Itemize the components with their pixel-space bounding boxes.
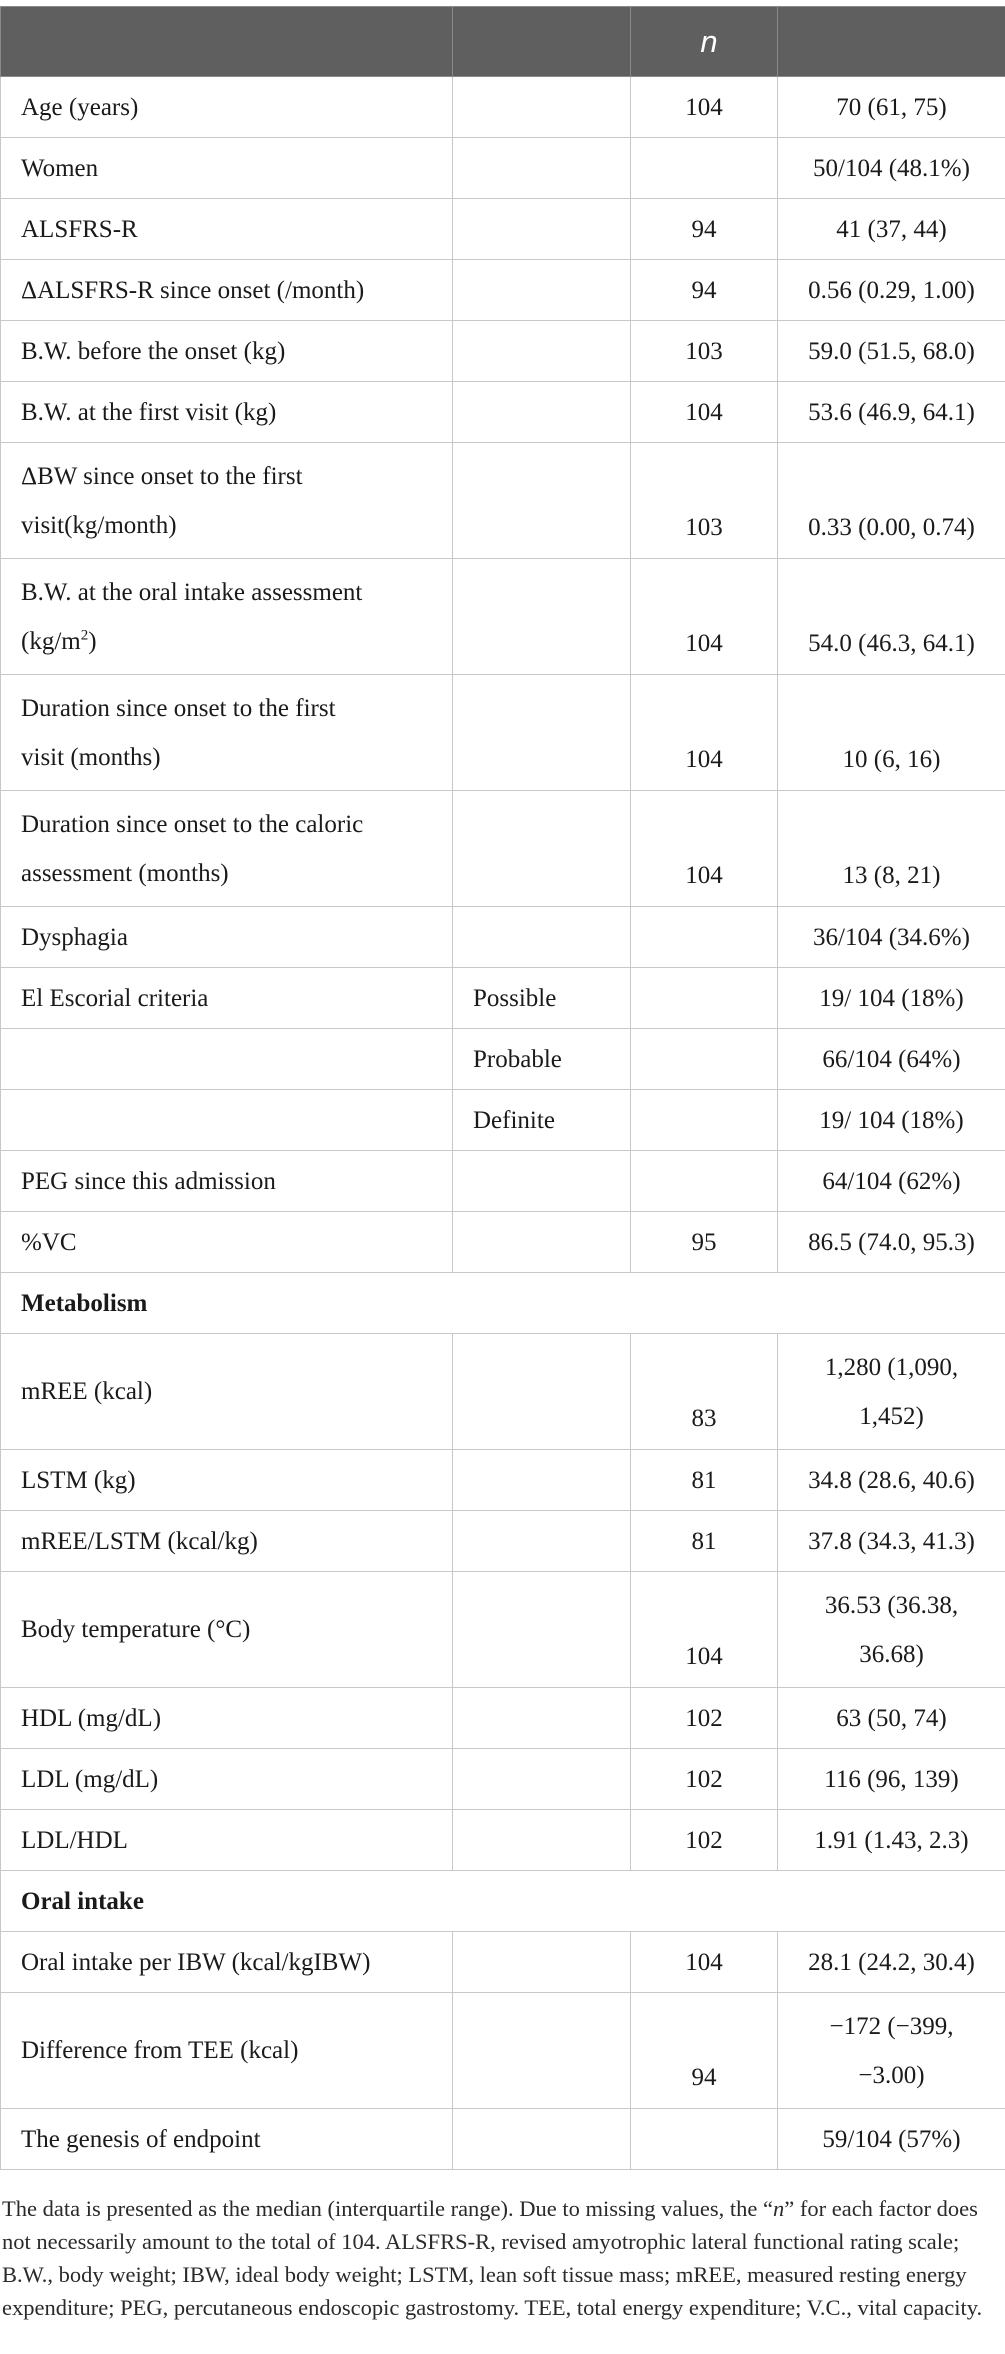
row-subcategory — [453, 138, 631, 199]
row-value: 54.0 (46.3, 64.1) — [778, 559, 1005, 675]
row-label: Women — [1, 138, 453, 199]
superscript: 2 — [80, 627, 89, 644]
row-n — [631, 968, 778, 1029]
row-label-line-1: ΔBW since onset to the first — [21, 462, 303, 490]
table-row — [1, 968, 1005, 1029]
row-value: 13 (8, 21) — [778, 791, 1005, 907]
row-subcategory — [453, 199, 631, 260]
table-row — [1, 382, 1005, 443]
row-n: 81 — [631, 1450, 778, 1511]
row-subcategory: Definite — [453, 1090, 631, 1151]
table-row — [1, 321, 1005, 382]
table-row — [1, 1334, 1005, 1450]
table-row — [1, 443, 1005, 559]
row-subcategory — [453, 260, 631, 321]
section-heading: Oral intake — [1, 1871, 1005, 1932]
row-label: Age (years) — [1, 77, 453, 138]
row-label — [1, 791, 453, 907]
row-value-line-1: −172 (−399, — [829, 2012, 954, 2040]
row-subcategory — [453, 907, 631, 968]
row-label — [1, 443, 453, 559]
row-label — [1, 559, 453, 675]
row-value — [778, 1993, 1005, 2109]
row-value: 34.8 (28.6, 40.6) — [778, 1450, 1005, 1511]
row-n — [631, 1029, 778, 1090]
row-subcategory — [453, 1151, 631, 1212]
row-value: 66/104 (64%) — [778, 1029, 1005, 1090]
row-value: 53.6 (46.9, 64.1) — [778, 382, 1005, 443]
row-label: B.W. at the first visit (kg) — [1, 382, 453, 443]
row-n: 104 — [631, 791, 778, 907]
row-label: Difference from TEE (kcal) — [1, 1993, 453, 2109]
section-heading: Metabolism — [1, 1273, 1005, 1334]
row-n: 104 — [631, 1932, 778, 1993]
row-subcategory — [453, 675, 631, 791]
row-n: 103 — [631, 443, 778, 559]
header-cell-2 — [453, 7, 631, 77]
header-cell-4 — [778, 7, 1005, 77]
row-n — [631, 1090, 778, 1151]
row-value: 50/104 (48.1%) — [778, 138, 1005, 199]
row-label-line-1: B.W. at the oral intake assessment — [21, 578, 363, 606]
row-subcategory: Possible — [453, 968, 631, 1029]
row-n — [631, 907, 778, 968]
row-subcategory — [453, 1993, 631, 2109]
row-label — [1, 1090, 453, 1151]
table-row — [1, 1151, 1005, 1212]
row-n: 102 — [631, 1749, 778, 1810]
row-subcategory — [453, 1511, 631, 1572]
row-n: 104 — [631, 559, 778, 675]
row-n — [631, 138, 778, 199]
table-row — [1, 77, 1005, 138]
row-value — [778, 1572, 1005, 1688]
row-label-line-2: visit (months) — [21, 743, 161, 771]
table-row — [1, 1749, 1005, 1810]
row-subcategory: Probable — [453, 1029, 631, 1090]
row-n: 94 — [631, 1993, 778, 2109]
row-subcategory — [453, 1749, 631, 1810]
table-row — [1, 1932, 1005, 1993]
row-value: 116 (96, 139) — [778, 1749, 1005, 1810]
row-n: 102 — [631, 1688, 778, 1749]
row-value: 41 (37, 44) — [778, 199, 1005, 260]
row-label: Oral intake per IBW (kcal/kgIBW) — [1, 1932, 453, 1993]
row-label: ΔALSFRS-R since onset (/month) — [1, 260, 453, 321]
table-row — [1, 260, 1005, 321]
row-label-line-2: assessment (months) — [21, 859, 229, 887]
row-n: 83 — [631, 1334, 778, 1450]
row-subcategory — [453, 1932, 631, 1993]
row-label-line-2: visit(kg/month) — [21, 511, 177, 539]
row-n: 94 — [631, 199, 778, 260]
row-subcategory — [453, 1810, 631, 1871]
row-value: 70 (61, 75) — [778, 77, 1005, 138]
row-value: 63 (50, 74) — [778, 1688, 1005, 1749]
row-n: 94 — [631, 260, 778, 321]
row-label: PEG since this admission — [1, 1151, 453, 1212]
footnote-n-symbol: n — [773, 2196, 785, 2221]
row-n: 104 — [631, 77, 778, 138]
row-value: 36/104 (34.6%) — [778, 907, 1005, 968]
row-subcategory — [453, 382, 631, 443]
row-n: 104 — [631, 382, 778, 443]
table-row — [1, 138, 1005, 199]
row-subcategory — [453, 443, 631, 559]
row-label — [1, 675, 453, 791]
row-subcategory — [453, 1212, 631, 1273]
row-value-line-2: −3.00) — [858, 2061, 925, 2089]
row-value: 19/ 104 (18%) — [778, 1090, 1005, 1151]
row-value: 64/104 (62%) — [778, 1151, 1005, 1212]
table-row — [1, 675, 1005, 791]
table-row — [1, 1572, 1005, 1688]
section-row-metabolism — [1, 1273, 1005, 1334]
row-label: %VC — [1, 1212, 453, 1273]
row-label: LDL (mg/dL) — [1, 1749, 453, 1810]
table-row — [1, 791, 1005, 907]
table-row — [1, 199, 1005, 260]
row-label: ALSFRS-R — [1, 199, 453, 260]
row-subcategory — [453, 791, 631, 907]
row-value: 0.33 (0.00, 0.74) — [778, 443, 1005, 559]
row-n: 104 — [631, 1572, 778, 1688]
data-table — [0, 6, 1005, 2170]
row-value-line-2: 1,452) — [859, 1402, 924, 1430]
row-n: 102 — [631, 1810, 778, 1871]
table-row — [1, 1090, 1005, 1151]
row-n: 104 — [631, 675, 778, 791]
table-row — [1, 907, 1005, 968]
row-label: Body temperature (°C) — [1, 1572, 453, 1688]
row-label: Dysphagia — [1, 907, 453, 968]
row-value: 28.1 (24.2, 30.4) — [778, 1932, 1005, 1993]
row-label: El Escorial criteria — [1, 968, 453, 1029]
table-footnote — [0, 2192, 1002, 2324]
row-value: 59/104 (57%) — [778, 2109, 1005, 2170]
section-row-oral-intake — [1, 1871, 1005, 1932]
row-label — [1, 1029, 453, 1090]
table-row — [1, 2109, 1005, 2170]
row-value: 37.8 (34.3, 41.3) — [778, 1511, 1005, 1572]
row-value: 19/ 104 (18%) — [778, 968, 1005, 1029]
row-n: 81 — [631, 1511, 778, 1572]
row-value: 0.56 (0.29, 1.00) — [778, 260, 1005, 321]
footnote-text-start: The data is presented as the median (interquartile range). Due to missing values, the “ — [2, 2196, 773, 2221]
row-n: 95 — [631, 1212, 778, 1273]
table-row — [1, 559, 1005, 675]
row-label: LSTM (kg) — [1, 1450, 453, 1511]
table-row — [1, 1993, 1005, 2109]
header-cell-n: n — [631, 7, 778, 77]
row-subcategory — [453, 321, 631, 382]
table-row — [1, 1029, 1005, 1090]
row-n — [631, 2109, 778, 2170]
header-row — [1, 7, 1005, 77]
row-subcategory — [453, 1334, 631, 1450]
footnote-text-end: ” for each factor does not necessarily amount to the total of 104. ALSFRS-R, revised amyotrophic lateral functional rating scale; B.W., body weight; IBW, ideal body weight; LSTM, lean soft tissue mass; mREE, measured resting energy expenditure; PEG, percutaneous endoscopic gastrostomy. TEE, total energy expenditure; V.C., vital capacity. — [2, 2196, 983, 2320]
row-label-line-2-suffix: ) — [88, 627, 97, 655]
row-value — [778, 1334, 1005, 1450]
row-value: 1.91 (1.43, 2.3) — [778, 1810, 1005, 1871]
row-label: The genesis of endpoint — [1, 2109, 453, 2170]
row-label-line-1: Duration since onset to the caloric — [21, 810, 364, 838]
table-row — [1, 1450, 1005, 1511]
table-row — [1, 1511, 1005, 1572]
row-subcategory — [453, 2109, 631, 2170]
row-value-line-2: 36.68) — [859, 1640, 924, 1668]
row-value: 10 (6, 16) — [778, 675, 1005, 791]
row-value: 59.0 (51.5, 68.0) — [778, 321, 1005, 382]
row-subcategory — [453, 1688, 631, 1749]
row-subcategory — [453, 559, 631, 675]
row-label-line-2-prefix: (kg/m — [21, 627, 81, 655]
row-value-line-1: 1,280 (1,090, — [824, 1353, 959, 1381]
row-n — [631, 1151, 778, 1212]
row-label: mREE (kcal) — [1, 1334, 453, 1450]
row-label: B.W. before the onset (kg) — [1, 321, 453, 382]
row-n: 103 — [631, 321, 778, 382]
header-cell-1 — [1, 7, 453, 77]
row-label-line-1: Duration since onset to the first — [21, 694, 336, 722]
row-subcategory — [453, 1572, 631, 1688]
table-row — [1, 1212, 1005, 1273]
row-label: mREE/LSTM (kcal/kg) — [1, 1511, 453, 1572]
table-row — [1, 1810, 1005, 1871]
row-value-line-1: 36.53 (36.38, — [824, 1591, 959, 1619]
table-row — [1, 1688, 1005, 1749]
row-label: LDL/HDL — [1, 1810, 453, 1871]
row-subcategory — [453, 77, 631, 138]
row-label: HDL (mg/dL) — [1, 1688, 453, 1749]
row-subcategory — [453, 1450, 631, 1511]
row-value: 86.5 (74.0, 95.3) — [778, 1212, 1005, 1273]
